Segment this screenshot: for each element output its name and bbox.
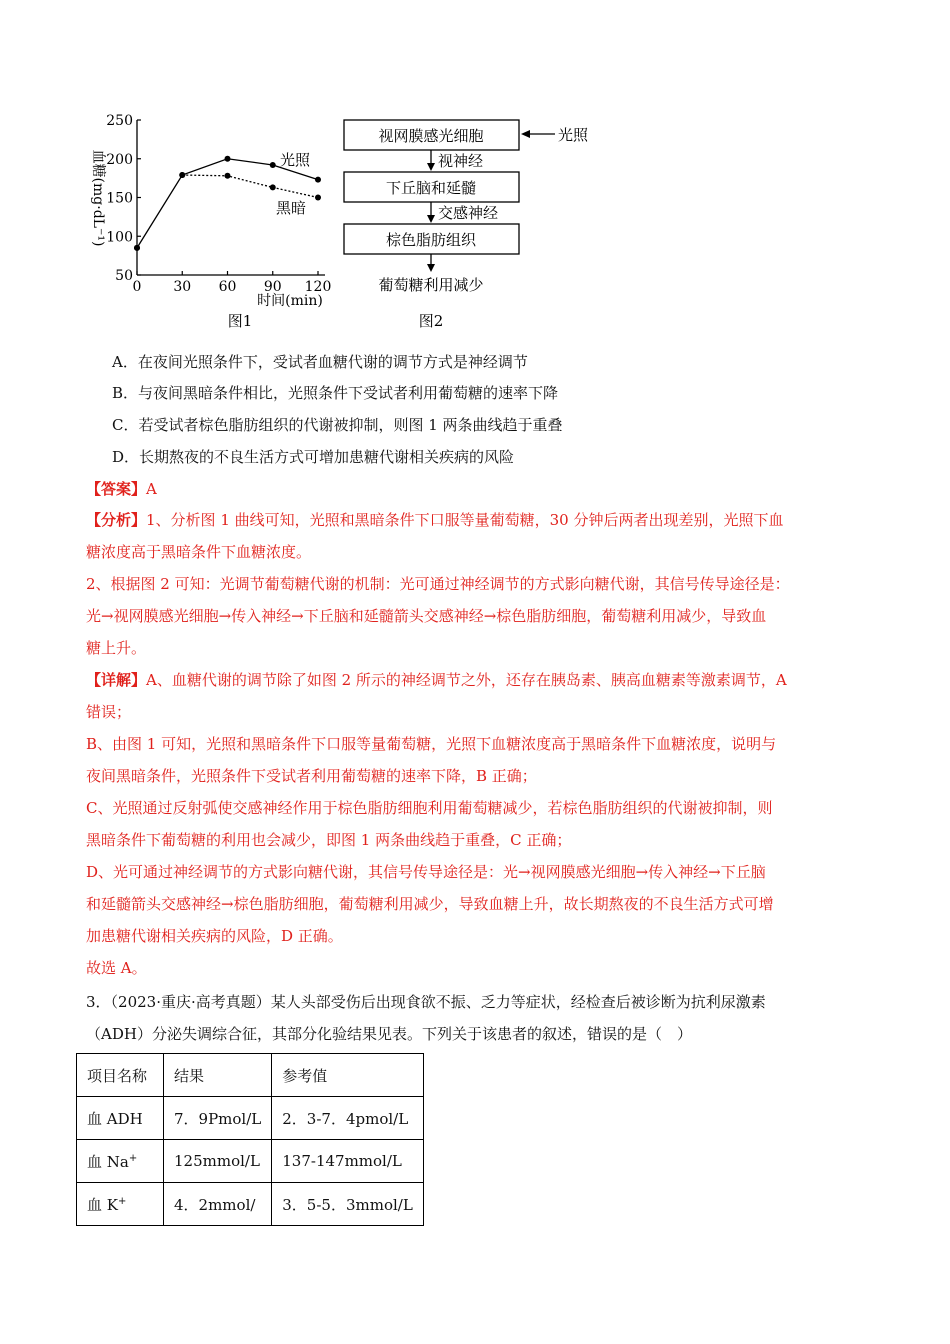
result-label: 葡萄糖利用减少: [378, 276, 484, 294]
dark-point: [225, 173, 231, 179]
x-axis-label: 时间(min): [257, 293, 323, 309]
arrow1-head: [427, 163, 435, 171]
figure1-caption: 图1: [227, 312, 253, 330]
row-result: 7．9Pmol/L: [164, 1097, 272, 1140]
detail-tag: 【详解】: [86, 671, 147, 689]
detail-line-9: 加患糖代谢相关疾病的风险，D 正确。: [86, 927, 343, 945]
y-tick-label: 50: [115, 268, 133, 284]
detail-line-2: 错误；: [86, 703, 132, 721]
arrow2-label: 交感神经: [438, 204, 499, 222]
detail-line-6: 黑暗条件下葡萄糖的利用也会减少，即图 1 两条曲线趋于重叠，C 正确；: [86, 831, 572, 849]
lab-results-table: [76, 1053, 424, 1226]
detail-line-4: 夜间黑暗条件，光照条件下受试者利用葡萄糖的速率下降，B 正确；: [86, 767, 537, 785]
answer-tag: 【答案】: [86, 480, 147, 498]
option-a: A．在夜间光照条件下，受试者血糖代谢的调节方式是神经调节: [112, 353, 528, 371]
input-arrowhead: [521, 130, 530, 138]
box-brown-fat-label: 棕色脂肪组织: [385, 231, 477, 249]
analysis-line-3: 2、根据图 2 可知：光调节葡萄糖代谢的机制：光可通过神经调节的方式影向糖代谢，其信号传导途径是：: [86, 575, 790, 593]
analysis-line-4: 光→视网膜感光细胞→传入神经→下丘脑和延髓箭头交感神经→棕色脂肪细胞，葡萄糖利用减少，导致血: [86, 607, 767, 625]
header-reference: 参考值: [272, 1054, 424, 1097]
detail-line-7: D、光可通过神经调节的方式影向糖代谢，其信号传导途径是：光→视网膜感光细胞→传入神经→下丘脑: [86, 863, 766, 881]
item-name: 血 Na: [87, 1152, 129, 1171]
row-item: [77, 1183, 164, 1226]
analysis-tag: 【分析】: [86, 511, 147, 529]
arrow2-head: [427, 215, 435, 223]
answer-value: A: [146, 480, 157, 498]
arrow3-head: [427, 264, 435, 272]
question3-line-2: （ADH）分泌失调综合征，其部分化验结果见表。下列关于该患者的叙述，错误的是（ ）: [86, 1025, 692, 1043]
figure-svg: [80, 110, 600, 340]
table-row: [77, 1097, 424, 1140]
light-point: [315, 177, 321, 183]
table-row: [77, 1183, 424, 1226]
figures: [80, 110, 600, 340]
analysis-line-5: 糖上升。: [86, 639, 147, 657]
y-ticks: [106, 113, 141, 284]
light-series-label: 光照: [280, 151, 311, 169]
row-item: [77, 1140, 164, 1183]
figure1-chart: [90, 113, 331, 330]
dark-point: [270, 184, 276, 190]
box-hypothalamus-label: 下丘脑和延髓: [385, 179, 477, 197]
row-item: [77, 1097, 164, 1140]
conclusion: 故选 A。: [86, 959, 147, 977]
item-superscript: +: [128, 1152, 138, 1164]
row-result: 125mmol/L: [164, 1140, 272, 1183]
detail-text-1: A、血糖代谢的调节除了如图 2 所示的神经调节之外，还存在胰岛素、胰高血糖素等激素调节，A: [146, 671, 787, 689]
series-line-dark: [182, 175, 318, 197]
dark-point: [315, 195, 321, 201]
detail-line-8: 和延髓箭头交感神经→棕色脂肪细胞，葡萄糖利用减少，导致血糖上升，故长期熬夜的不良生活方式可增: [86, 895, 774, 913]
row-reference: 2．3-7．4pmol/L: [272, 1097, 424, 1140]
item-name: 血 K: [87, 1195, 118, 1214]
dark-point: [134, 245, 140, 251]
analysis-text-1: 1、分析图 1 曲线可知，光照和黑暗条件下口服等量葡萄糖，30 分钟后两者出现差别，光照下血: [146, 511, 784, 529]
table-header-row: [77, 1054, 424, 1097]
row-reference: 137-147mmol/L: [272, 1140, 424, 1183]
y-tick-label: 250: [106, 113, 133, 129]
figure2-caption: 图2: [418, 312, 444, 330]
row-reference: 3．5-5．3mmol/L: [272, 1183, 424, 1226]
analysis-line-1: [86, 510, 876, 530]
arrow1-label: 视神经: [438, 152, 484, 170]
light-point: [270, 162, 276, 168]
input-label: 光照: [558, 126, 589, 144]
item-name: 血 ADH: [87, 1109, 143, 1128]
detail-line-3: B、由图 1 可知，光照和黑暗条件下口服等量葡萄糖，光照下血糖浓度高于黑暗条件下血糖浓度，说明与: [86, 735, 777, 753]
table-row: [77, 1140, 424, 1183]
answer-line: [86, 479, 876, 499]
x-tick-label: 120: [304, 279, 332, 295]
analysis-line-2: 糖浓度高于黑暗条件下血糖浓度。: [86, 543, 312, 561]
dark-series-label: 黑暗: [276, 199, 307, 217]
detail-line-5: C、光照通过反射弧使交感神经作用于棕色脂肪细胞利用葡萄糖减少，若棕色脂肪组织的代谢被抑制，则: [86, 799, 773, 817]
dark-point: [179, 172, 185, 178]
option-d: D．长期熬夜的不良生活方式可增加患糖代谢相关疾病的风险: [112, 448, 515, 466]
header-result: 结果: [164, 1054, 272, 1097]
row-result: 4．2mmol/: [164, 1183, 272, 1226]
light-point: [225, 156, 231, 162]
detail-line-1: [86, 670, 876, 690]
y-axis-label: 血糖(mg·dL⁻¹): [90, 149, 106, 247]
x-tick-label: 0: [132, 279, 142, 295]
y-tick-label: 200: [106, 151, 133, 168]
item-superscript: +: [117, 1195, 127, 1207]
x-tick-label: 60: [218, 279, 237, 295]
header-item: 项目名称: [77, 1054, 164, 1097]
option-c: C．若受试者棕色脂肪组织的代谢被抑制，则图 1 两条曲线趋于重叠: [112, 416, 563, 434]
x-tick-label: 90: [263, 279, 282, 295]
y-tick-label: 150: [106, 190, 133, 207]
x-tick-label: 30: [173, 279, 192, 295]
figure2-diagram: [344, 120, 589, 330]
option-b: B．与夜间黑暗条件相比，光照条件下受试者利用葡萄糖的速率下降: [112, 384, 559, 402]
box-retina-label: 视网膜感光细胞: [378, 127, 484, 145]
question3-line-1: 3．（2023·重庆·高考真题）某人头部受伤后出现食欲不振、乏力等症状，经检查后被诊断为抗利尿激素: [86, 993, 766, 1011]
y-tick-label: 100: [106, 229, 133, 246]
